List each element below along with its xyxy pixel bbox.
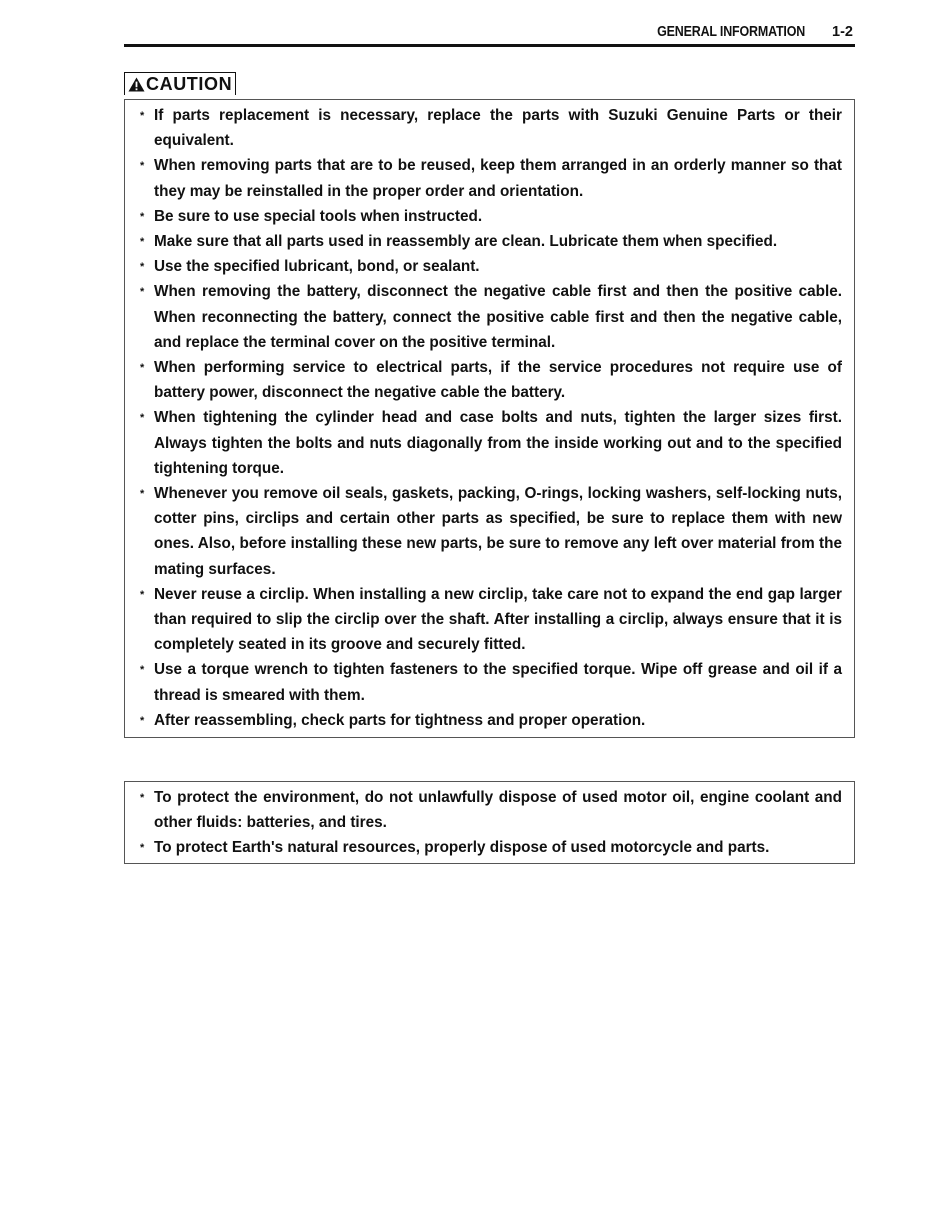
bullet-icon: *	[140, 412, 145, 425]
environment-item	[125, 835, 854, 860]
caution-item	[125, 229, 854, 254]
environment-list	[125, 782, 854, 861]
environment-item-text: To protect the environment, do not unlawfully dispose of used motor oil, engine coolant and other fluids: batteries, and tires.	[154, 789, 842, 832]
bullet-icon: *	[140, 286, 145, 299]
caution-item-text: Be sure to use special tools when instructed.	[154, 207, 483, 225]
bullet-icon: *	[140, 110, 145, 122]
caution-label-text: CAUTION	[146, 74, 233, 94]
environment-box	[124, 781, 855, 864]
caution-item-text: Use a torque wrench to tighten fasteners to the specified torque. Wipe off grease and oil if a thread is smeared with them.	[154, 661, 842, 704]
bullet-icon: *	[140, 664, 145, 677]
caution-item-text: After reassembling, check parts for tightness and proper operation.	[154, 711, 646, 729]
bullet-icon: *	[140, 488, 145, 501]
bullet-icon: *	[140, 236, 145, 249]
page-number: 1-2	[832, 24, 853, 40]
caution-box	[124, 99, 855, 738]
bullet-icon: *	[140, 261, 145, 274]
caution-item	[125, 153, 854, 203]
caution-item	[125, 481, 854, 582]
caution-item	[125, 279, 854, 355]
bullet-icon: *	[140, 714, 145, 727]
section-title: GENERAL INFORMATION	[657, 24, 805, 40]
caution-item	[125, 708, 854, 733]
warning-triangle-icon	[128, 77, 145, 92]
bullet-icon: *	[140, 362, 145, 375]
caution-item-text: When removing parts that are to be reused, keep them arranged in an orderly manner so that they may be reinstalled in the proper order and orientation.	[154, 157, 842, 200]
caution-item-text: When removing the battery, disconnect the negative cable first and then the positive cable. When reconnecting the battery, connect the positive cable first and then the negative cable, and replace the terminal cover on the positive terminal.	[154, 283, 842, 351]
caution-list	[125, 100, 854, 733]
caution-item	[125, 103, 854, 153]
caution-item	[125, 582, 854, 658]
environment-item-text: To protect Earth's natural resources, properly dispose of used motorcycle and parts.	[154, 839, 770, 857]
bullet-icon: *	[140, 842, 145, 855]
page-header	[124, 22, 855, 47]
caution-item-text: When performing service to electrical parts, if the service procedures not require use of battery power, disconnect the negative cable the battery.	[154, 359, 842, 402]
caution-item	[125, 204, 854, 229]
caution-item-text: Never reuse a circlip. When installing a new circlip, take care not to expand the end gap larger than required to slip the circlip over the shaft. After installing a circlip, always ensure that it is completely seated in its groove and securely fitted.	[154, 585, 842, 654]
bullet-icon: *	[140, 792, 145, 804]
caution-item-text: If parts replacement is necessary, replace the parts with Suzuki Genuine Parts or their equivalent.	[154, 107, 842, 150]
bullet-icon: *	[140, 160, 145, 173]
caution-item-text: Use the specified lubricant, bond, or sealant.	[154, 258, 480, 276]
caution-label	[124, 72, 236, 95]
caution-item-text: When tightening the cylinder head and case bolts and nuts, tighten the larger sizes first. Always tighten the bolts and nuts diagonally from the inside working out and to the specified tightening torque.	[154, 409, 842, 477]
caution-item	[125, 405, 854, 481]
bullet-icon: *	[140, 588, 145, 601]
caution-item	[125, 355, 854, 405]
caution-item	[125, 657, 854, 707]
environment-item	[125, 785, 854, 835]
caution-item-text: Make sure that all parts used in reassembly are clean. Lubricate them when specified.	[154, 233, 778, 251]
bullet-icon: *	[140, 210, 145, 223]
caution-item-text: Whenever you remove oil seals, gaskets, packing, O-rings, locking washers, self-locking nuts, cotter pins, circlips and certain other parts as specified, be sure to replace them with new ones. Also, before installing these new parts, be sure to remove any left over material from the mating surfaces.	[154, 485, 842, 578]
caution-item	[125, 254, 854, 279]
